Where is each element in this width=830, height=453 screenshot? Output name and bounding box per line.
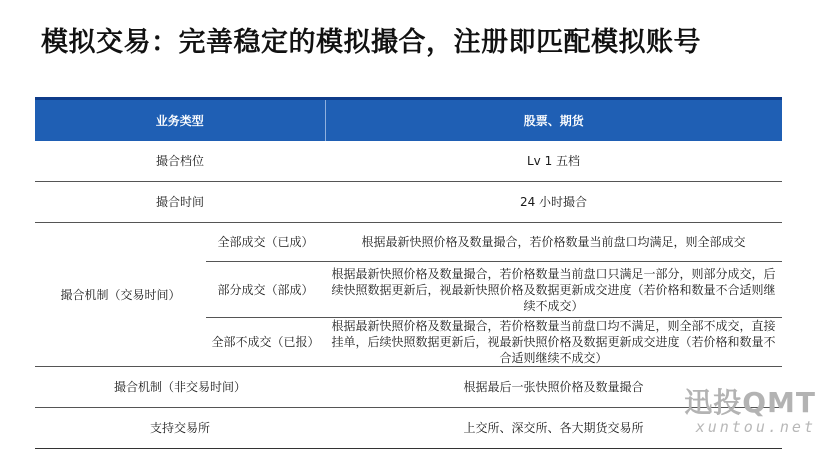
sub-label-full-fill: 全部成交（已成） [206,223,325,262]
row-value-time: 24 小时撮合 [325,182,782,223]
watermark-logo-text: 迅投QMT [684,386,816,419]
table-row [35,223,782,262]
row-label-time: 撮合时间 [35,182,325,223]
trading-spec-table [35,97,782,449]
row-label-mechanism: 撮合机制（交易时间） [35,223,206,367]
row-label-non-trading: 撮合机制（非交易时间） [35,367,325,408]
table-row [35,367,782,408]
table-row [35,141,782,182]
row-value-level: Lv 1 五档 [325,141,782,182]
watermark [684,388,816,436]
desc-partial-fill: 根据最新快照价格及数量撮合，若价格数量当前盘口只满足一部分，则部分成交，后续快照数据更新后，视最新快照价格及数据更新成交进度（若价格和数量不合适则继续不成交） [325,262,782,318]
sub-label-no-fill: 全部不成交（已报） [206,318,325,367]
table-row [35,408,782,449]
desc-full-fill: 根据最新快照价格及数量撮合，若价格数量当前盘口均满足，则全部成交 [325,223,782,262]
row-value-exchange: 上交所、深交所、各大期货交易所 [325,408,782,449]
row-value-non-trading: 根据最后一张快照价格及数量撮合 [325,367,782,408]
table-header-row [35,99,782,142]
sub-label-partial-fill: 部分成交（部成） [206,262,325,318]
desc-no-fill: 根据最新快照价格及数量撮合，若价格数量当前盘口均不满足，则全部不成交，直接挂单，后续快照数据更新后，视最新快照价格及数据更新成交进度（若价格和数量不合适则继续不成交） [325,318,782,367]
page-title: 模拟交易：完善稳定的模拟撮合，注册即匹配模拟账号 [41,27,701,58]
table-row [35,182,782,223]
header-stocks-futures: 股票、期货 [325,99,782,142]
watermark-url: xuntou.net [695,418,816,436]
header-business-type: 业务类型 [35,99,325,142]
row-label-exchange: 支持交易所 [35,408,325,449]
row-label-level: 撮合档位 [35,141,325,182]
